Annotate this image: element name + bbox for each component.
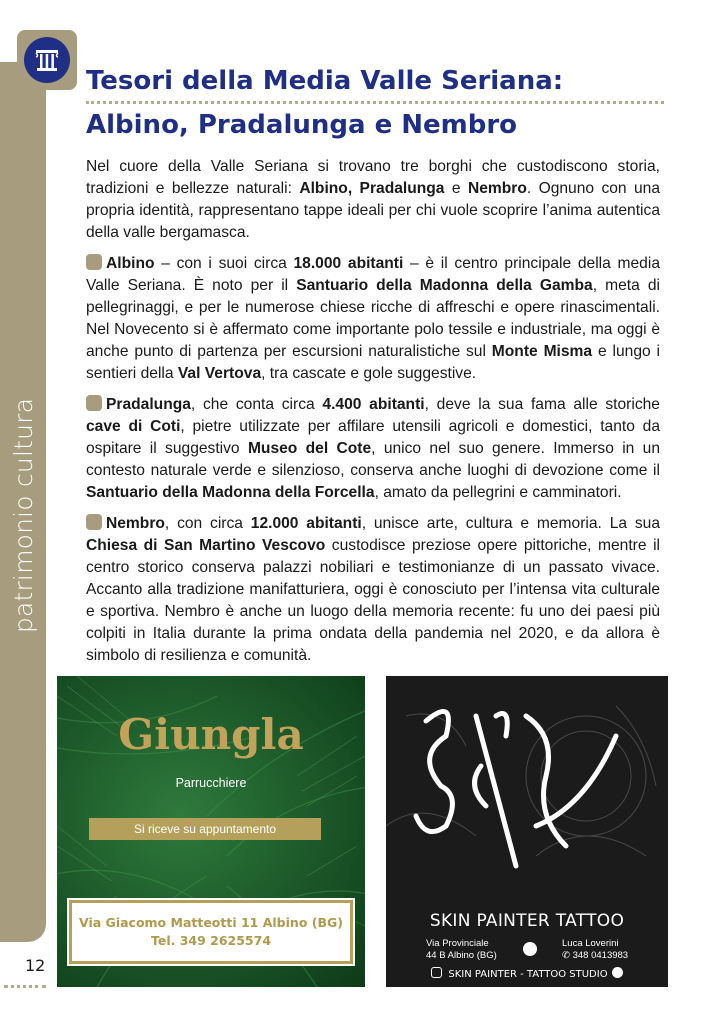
bullet-marker bbox=[86, 514, 102, 530]
appointment-banner: Si riceve su appuntamento bbox=[89, 818, 321, 840]
ad-subtitle: Parrucchiere bbox=[175, 776, 247, 790]
page-number: 12 bbox=[25, 956, 46, 975]
ad-address: Via Provinciale 44 B Albino (BG) bbox=[426, 938, 497, 961]
tattoo-logo-artwork bbox=[386, 676, 668, 906]
albino-paragraph: Albino – con i suoi circa 18.000 abitanti – è il centro principale della media Valle Seriana. È noto per il Santuario della Madonna della Gamba, meta di pellegrinaggi, e per le numerose chiese ricche di affreschi e opere rinascimentali. Nel Novecento si è affermato come importante polo tessile e industriale, ma oggi è anche punto di partenza per escursioni naturalistiche sul Monte Misma e lungo i sentieri della Val Vertova, tra cascate e gole suggestive. bbox=[86, 255, 660, 382]
intro-paragraph: Nel cuore della Valle Seriana si trovano tre borghi che custodiscono storia, tradizioni e bellezze naturali: Albino, Pradalunga e Nembro. Ognuno con una propria identità, rappresentano tappe ideali per chi vuole scoprire l’anima autentica della valle bergamasca. bbox=[86, 158, 661, 241]
section-label-light: patrimonio bbox=[9, 494, 39, 633]
title-divider bbox=[86, 101, 664, 104]
title-line-2: Albino, Pradalunga e Nembro bbox=[86, 110, 518, 140]
nembro-paragraph: Nembro, con circa 12.000 abitanti, unisce arte, cultura e memoria. La sua Chiesa di San Martino Vescovo custodisce preziose opere pittoriche, mentre il centro storico conserva palazzi nobiliari e testimonianze di un passato vivace. Accanto alla tradizione manifatturiera, oggi è conosciuto per l’intensa vita culturale e sportiva. Nembro è anche un luogo della memoria recente: fu uno dei paesi più colpiti in Italia durante la prima ondata della pandemia nel 2020, e da allora è simbolo di resilienza e comunità. bbox=[86, 515, 660, 664]
facebook-icon bbox=[612, 967, 623, 978]
bullet-marker bbox=[86, 395, 102, 411]
instagram-icon bbox=[431, 967, 442, 978]
whatsapp-icon: ✆ bbox=[562, 950, 573, 961]
ad-brand-name: Giungla bbox=[118, 710, 304, 759]
address-box bbox=[69, 900, 353, 964]
ad-phone: Tel. 349 2625574 bbox=[150, 933, 272, 948]
ad-social: SKIN PAINTER - TATTOO STUDIO bbox=[386, 967, 668, 980]
section-label-accent: cultura bbox=[9, 397, 39, 487]
title-line-1: Tesori della Media Valle Seriana: bbox=[86, 66, 564, 96]
bullet-marker bbox=[86, 254, 102, 270]
page-title bbox=[86, 64, 666, 142]
article-body bbox=[86, 156, 660, 676]
section-label bbox=[4, 370, 44, 660]
ad-contact: Luca Loverini ✆ 348 0413983 bbox=[562, 938, 629, 961]
column-icon bbox=[24, 37, 70, 83]
section-logo bbox=[17, 30, 77, 90]
separator-dot bbox=[523, 942, 537, 956]
page-number-divider bbox=[4, 985, 46, 988]
ad-giungla bbox=[57, 676, 365, 987]
pradalunga-paragraph: Pradalunga, che conta circa 4.400 abitanti, deve la sua fama alle storiche cave di Coti, pietre utilizzate per affilare utensili agricoli e domestici, tanto da ospitare il suggestivo Museo del Cote, unico nel suo genere. Immerso in un contesto naturale verde e silenzioso, conserva anche luoghi di devozione come il Santuario della Madonna della Forcella, amato da pellegrini e camminatori. bbox=[86, 396, 661, 501]
ad-address: Via Giacomo Matteotti 11 Albino (BG) bbox=[79, 915, 343, 930]
ad-skin-painter bbox=[386, 676, 668, 987]
ad-studio-name: SKIN PAINTER TATTOO bbox=[429, 911, 625, 931]
